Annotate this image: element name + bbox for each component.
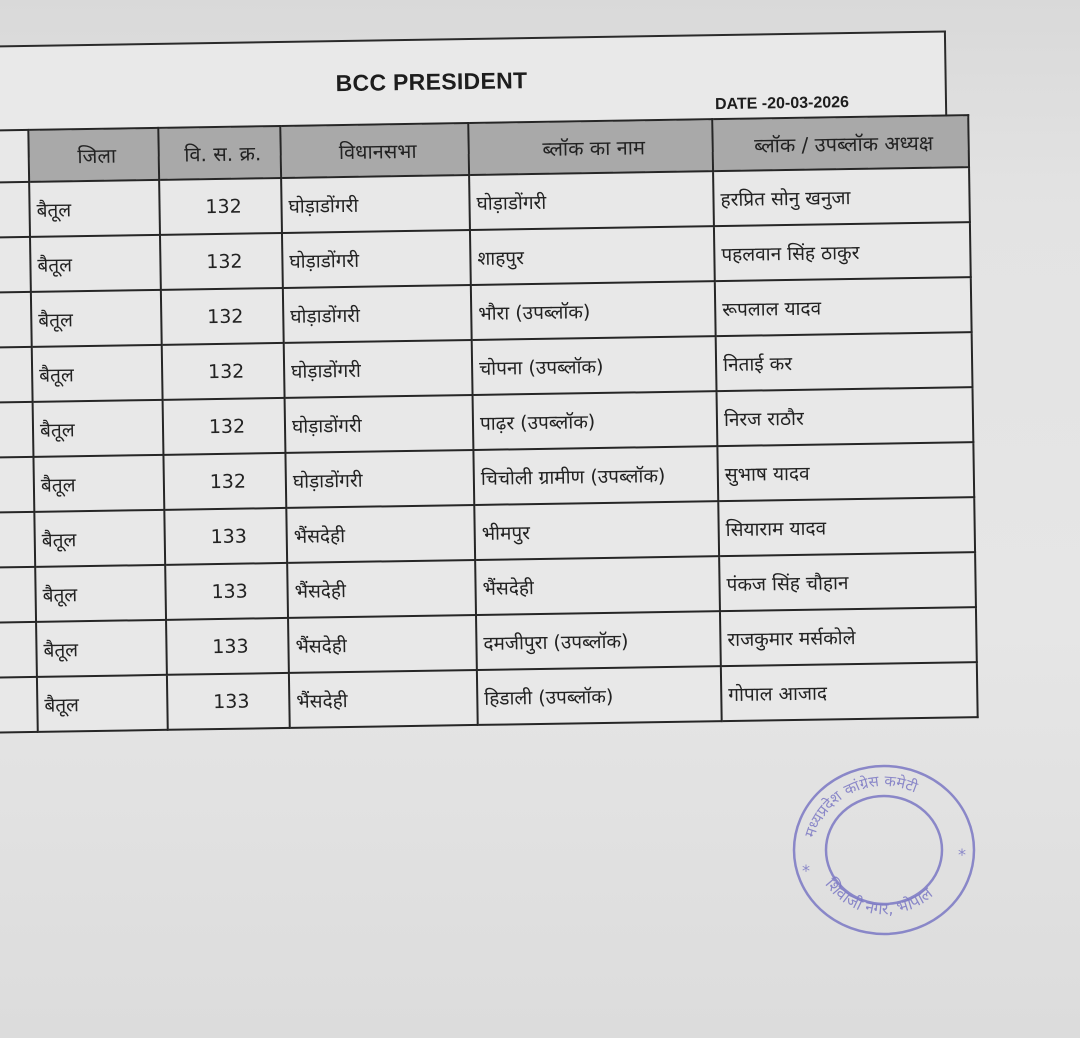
- block-name-cell: भैंसदेही: [475, 556, 720, 615]
- assembly-cell: भैंसदेही: [288, 615, 477, 673]
- stamp-star-right-icon: *: [958, 845, 966, 864]
- block-name-cell: घोड़ाडोंगरी: [469, 171, 714, 230]
- district-cell: बैतूल: [33, 400, 164, 457]
- vs-number-cell: 132: [160, 233, 283, 290]
- block-name-cell: चोपना (उपब्लॉक): [472, 336, 717, 395]
- block-name-cell: पाढ़र (उपब्लॉक): [473, 391, 718, 450]
- serial-cell: [0, 512, 35, 568]
- header-vs-number: वि. स. क्र.: [158, 126, 281, 180]
- district-cell: बैतूल: [34, 510, 165, 567]
- header-assembly: विधानसभा: [280, 123, 469, 178]
- assembly-cell: घोड़ाडोंगरी: [285, 450, 474, 508]
- assembly-cell: घोड़ाडोंगरी: [282, 230, 471, 288]
- serial-cell: [0, 182, 30, 238]
- vs-number-cell: 132: [161, 288, 284, 345]
- stamp-star-left-icon: *: [802, 861, 810, 880]
- stamp-top-text: मध्यप्रदेश कांग्रेस कमेटी: [800, 771, 921, 840]
- block-name-cell: दमजीपुरा (उपब्लॉक): [476, 611, 721, 670]
- stamp-bottom-text: शिवाजी नगर, भोपाल: [821, 874, 937, 919]
- serial-cell: [0, 677, 38, 733]
- assembly-cell: भैंसदेही: [287, 560, 476, 618]
- assembly-cell: घोड़ाडोंगरी: [283, 285, 472, 343]
- vs-number-cell: 133: [165, 563, 288, 620]
- vs-number-cell: 133: [164, 508, 287, 565]
- official-seal-stamp: [786, 760, 982, 938]
- vs-number-cell: 132: [163, 398, 286, 455]
- block-name-cell: शाहपुर: [470, 226, 715, 285]
- block-name-cell: भीमपुर: [474, 501, 719, 560]
- president-cell: रूपलाल यादव: [715, 277, 972, 336]
- district-cell: बैतूल: [35, 565, 166, 622]
- assembly-cell: घोड़ाडोंगरी: [281, 175, 470, 233]
- serial-cell: [0, 567, 36, 623]
- header-president: ब्लॉक / उपब्लॉक अध्यक्ष: [712, 115, 969, 171]
- serial-cell: [0, 237, 31, 293]
- district-cell: बैतूल: [32, 345, 163, 402]
- header-district: जिला: [28, 128, 159, 182]
- vs-number-cell: 132: [159, 178, 282, 235]
- president-cell: सुभाष यादव: [717, 442, 974, 501]
- header-serial-partial: [0, 130, 29, 183]
- document-date: DATE -20-03-2026: [714, 94, 850, 114]
- serial-cell: [0, 402, 33, 458]
- serial-cell: [0, 347, 33, 403]
- serial-cell: [0, 622, 37, 678]
- district-cell: बैतूल: [36, 620, 167, 677]
- president-cell: राजकुमार मर्सकोले: [720, 607, 977, 666]
- assembly-cell: भैंसदेही: [289, 670, 478, 728]
- vs-number-cell: 132: [162, 343, 285, 400]
- assembly-cell: घोड़ाडोंगरी: [284, 340, 473, 398]
- vs-number-cell: 133: [166, 618, 289, 675]
- president-cell: पंकज सिंह चौहान: [719, 552, 976, 611]
- block-name-cell: हिडाली (उपब्लॉक): [477, 666, 722, 725]
- header-block-name: ब्लॉक का नाम: [468, 119, 713, 175]
- document-page: [0, 30, 981, 786]
- district-cell: बैतूल: [30, 235, 161, 292]
- vs-number-cell: 132: [163, 453, 286, 510]
- district-cell: बैतूल: [33, 455, 164, 512]
- serial-cell: [0, 292, 32, 348]
- assembly-cell: भैंसदेही: [286, 505, 475, 563]
- assembly-cell: घोड़ाडोंगरी: [285, 395, 474, 453]
- block-name-cell: चिचोली ग्रामीण (उपब्लॉक): [473, 446, 718, 505]
- president-cell: हरप्रित सोनु खनुजा: [713, 167, 970, 226]
- block-name-cell: भौरा (उपब्लॉक): [471, 281, 716, 340]
- president-cell: पहलवान सिंह ठाकुर: [714, 222, 971, 281]
- document-title: BCC PRESIDENT: [335, 67, 528, 97]
- serial-cell: [0, 457, 34, 513]
- president-cell: सियाराम यादव: [718, 497, 975, 556]
- block-president-table: [0, 114, 979, 734]
- district-cell: बैतूल: [29, 180, 160, 237]
- district-cell: बैतूल: [31, 290, 162, 347]
- president-cell: निताई कर: [716, 332, 973, 391]
- president-cell: निरज राठौर: [717, 387, 974, 446]
- vs-number-cell: 133: [167, 673, 290, 730]
- district-cell: बैतूल: [37, 675, 168, 732]
- president-cell: गोपाल आजाद: [721, 662, 978, 721]
